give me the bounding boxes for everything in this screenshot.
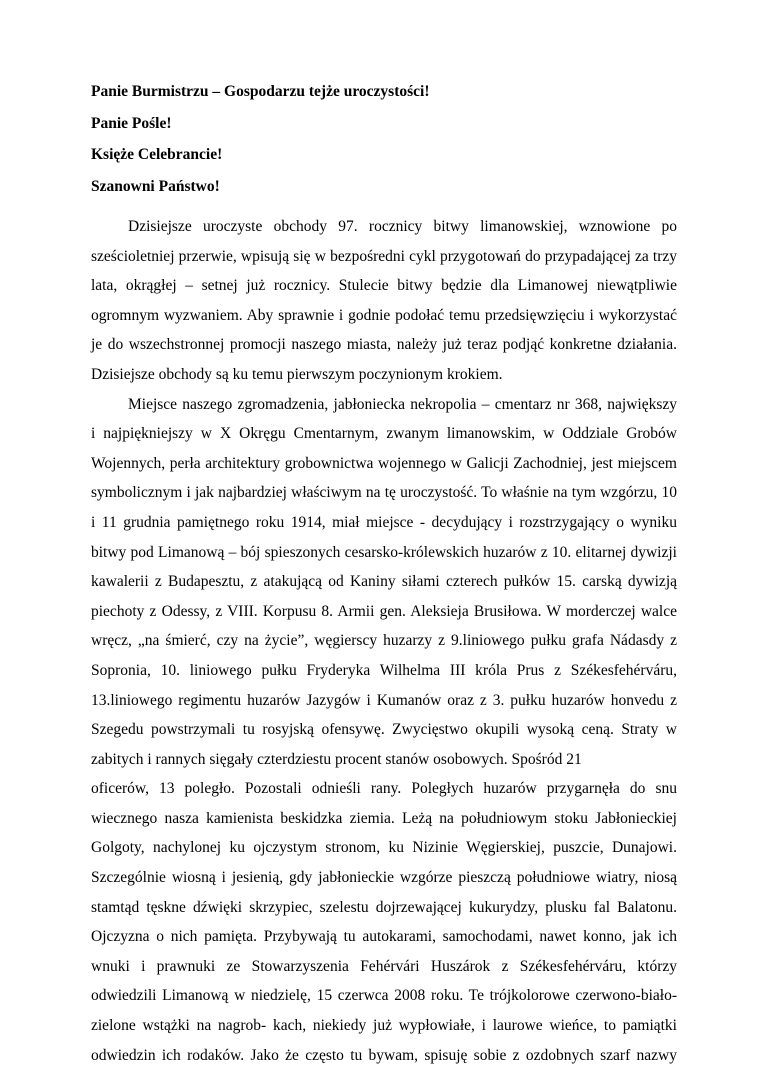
text-line: Miejsce naszego zgromadzenia, jabłoniecka nekropolia – cmentarz nr 368, największy (128, 395, 677, 413)
text-line: je do wszechstronnej promocji naszego miasta, należy już teraz podjąć konkretne działania. (91, 336, 677, 354)
paragraph (91, 212, 677, 390)
text-line: zabitych i rannych sięgały czterdziestu procent stanów osobowych. Spośród 21 (91, 750, 582, 768)
text-line: bitwy pod Limanową – bój spieszonych cesarsko-królewskich huzarów z 10. elitarnej dywizji (91, 543, 677, 561)
text-line: kawalerii z Budapesztu, z atakującą od Kaniny siłami czterech pułków 15. carską dywizją (91, 573, 677, 591)
salutation-line: Szanowni Państwo! (91, 177, 220, 195)
text-line: zielone wstążki na nagrob- kach, niekiedy już wypłowiałe, i laurowe wieńce, to pamiątki (91, 1017, 677, 1035)
paragraph (91, 774, 677, 1070)
text-line: Dzisiejsze obchody są ku temu pierwszym poczynionym krokiem. (91, 365, 503, 383)
text-line: wiecznego nasza kamienista beskidzka ziemia. Leżą na południowym stoku Jabłonieckiej (91, 809, 677, 827)
text-line: Sopronia, 10. liniowego pułku Fryderyka Wilhelma III króla Prus z Székesfehérváru, (91, 661, 677, 679)
text-line: odwiedzili Limanową w niedzielę, 15 czerwca 2008 roku. Te trójkolorowe czerwono-biało- (91, 987, 677, 1005)
text-line: Golgoty, nachylonej ku ojczystym stronom, ku Nizinie Węgierskiej, puszcie, Dunajowi. (91, 839, 677, 857)
salutation-line: Księże Celebrancie! (91, 146, 223, 163)
text-line: symbolicznym i jak najbardziej właściwym na tę uroczystość. To właśnie na tym wzgórzu, 10 (91, 484, 677, 502)
text-line: Ojczyzna o nich pamięta. Przybywają tu autokarami, samochodami, nawet konno, jak ich (91, 928, 677, 946)
paragraph (91, 390, 677, 775)
text-line: ogromnym wyzwaniem. Aby sprawnie i godnie podołać temu przedsięwzięciu i wykorzystać (91, 306, 677, 324)
text-line: odwiedzin ich rodaków. Jako że często tu bywam, spisuję sobie z ozdobnych szarf nazwy (91, 1046, 677, 1064)
text-line: sześcioletniej przerwie, wpisują się w bezpośredni cykl przygotowań do przypadającej za trzy (91, 247, 677, 265)
text-line: Szegedu powstrzymali tu rosyjską ofensywę. Zwycięstwo okupili wysoką ceną. Straty w (91, 721, 677, 739)
text-line: stamtąd tęskne dźwięki skrzypiec, szelestu dojrzewającej kukurydzy, plusku fal Balatonu. (91, 898, 677, 916)
text-line: wnuki i prawnuki ze Stowarzyszenia Fehérvári Huszárok z Székesfehérváru, którzy (91, 957, 677, 975)
text-line: lata, okrągłej – setnej już rocznicy. Stulecie bitwy będzie dla Limanowej niewątpliwie (91, 277, 677, 295)
salutation-line: Panie Pośle! (91, 114, 172, 132)
text-line: oficerów, 13 poległo. Pozostali odnieśli rany. Poległych huzarów przygarnęła do snu (91, 780, 677, 798)
text-line: 13.liniowego regimentu huzarów Jazygów i Kumanów oraz z 3. pułku huzarów honvedu z (91, 691, 677, 709)
text-line: Szczególnie wiosną i jesienią, gdy jabłonieckie wzgórze pieszczą południowe wiatry, niosą (91, 869, 677, 887)
text-line: Wojennych, perła architektury grobownictwa wojennego w Galicji Zachodniej, jest miejscem (91, 454, 677, 472)
document-page (91, 76, 677, 1070)
text-line: Dzisiejsze uroczyste obchody 97. rocznicy bitwy limanowskiej, wznowione po (128, 218, 677, 235)
text-line: piechoty z Odessy, z VIII. Korpusu 8. Armii gen. Aleksieja Brusiłowa. W morderczej walce (91, 602, 677, 620)
text-line: i najpiękniejszy w X Okręgu Cmentarnym, zwanym limanowskim, w Oddziale Grobów (91, 425, 677, 443)
salutation-block (91, 76, 677, 202)
salutation-line: Panie Burmistrzu – Gospodarzu tejże uroczystości! (91, 83, 430, 100)
text-line: i 11 grudnia pamiętnego roku 1914, miał miejsce - decydujący i rozstrzygający o wyniku (91, 513, 677, 531)
text-line: wręcz, „na śmierć, czy na życie”, węgierscy huzarzy z 9.liniowego pułku grafa Nádasdy z (91, 632, 677, 650)
body-text (91, 212, 677, 1070)
